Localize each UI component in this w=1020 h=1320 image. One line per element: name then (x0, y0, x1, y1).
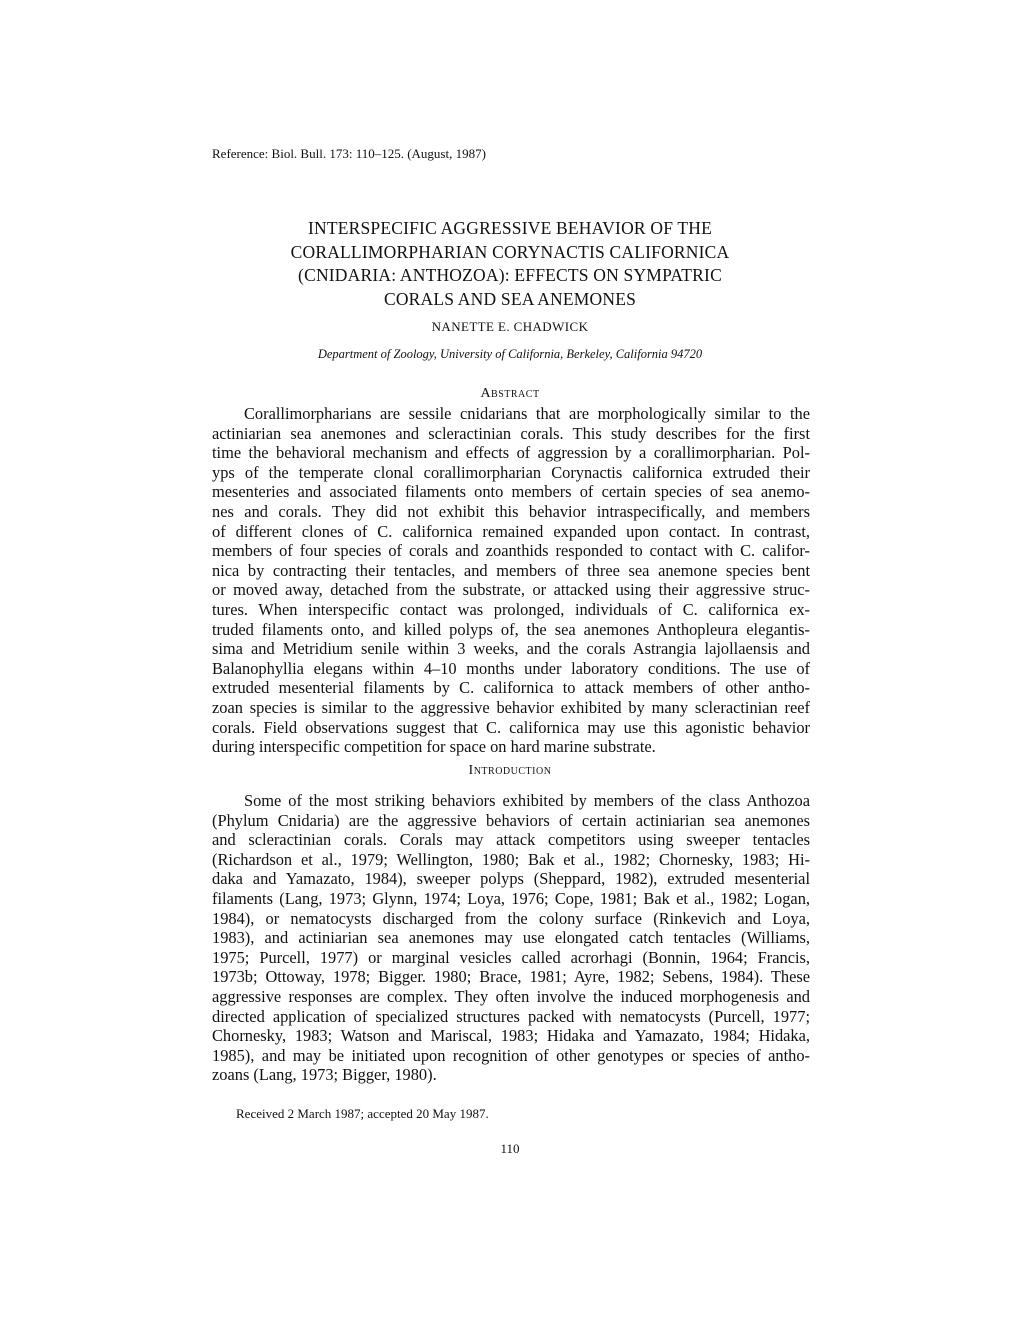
page-number: 110 (500, 1141, 520, 1156)
abstract-line: mesenteries and associated filaments onto members of certain species of sea anemo- (212, 482, 810, 502)
abstract-line: members of four species of corals and zoanthids responded to contact with C. califor- (212, 541, 810, 561)
abstract-line: sima and Metridium senile within 3 weeks, and the corals Astrangia lajollaensis and (212, 639, 810, 659)
introduction-heading: Introduction (468, 763, 552, 778)
title-line: CORALS AND SEA ANEMONES (383, 288, 637, 309)
intro-line: and scleractinian corals. Corals may attack competitors using sweeper tentacles (212, 830, 810, 850)
intro-line: 1983), and actiniarian sea anemones may use elongated catch tentacles (Williams, (212, 928, 810, 948)
introduction-body (212, 791, 810, 1085)
intro-line: 1985), and may be initiated upon recognition of other genotypes or species of antho- (212, 1045, 810, 1065)
intro-line: (Phylum Cnidaria) are the aggressive behaviors of certain actiniarian sea anemones (212, 810, 810, 830)
title-line: CORALLIMORPHARIAN CORYNACTIS CALIFORNICA (290, 241, 730, 262)
abstract-line: zoan species is similar to the aggressive behavior exhibited by many scleractinian reef (212, 697, 810, 717)
intro-line: aggressive responses are complex. They often involve the induced morphogenesis and (212, 986, 810, 1006)
received-date-footnote: Received 2 March 1987; accepted 20 May 1987. (236, 1106, 489, 1121)
intro-line: (Richardson et al., 1979; Wellington, 1980; Bak et al., 1982; Chornesky, 1983; Hi- (212, 849, 810, 869)
author-name: NANETTE E. CHADWICK (431, 319, 589, 334)
abstract-line: nes and corals. They did not exhibit this behavior intraspecifically, and members (212, 501, 810, 521)
intro-line: zoans (Lang, 1973; Bigger, 1980). (212, 1065, 437, 1085)
abstract-line: Balanophyllia elegans within 4–10 months under laboratory conditions. The use of (212, 658, 810, 678)
abstract-line: of different clones of C. californica remained expanded upon contact. In contrast, (212, 521, 810, 541)
intro-line: filaments (Lang, 1973; Glynn, 1974; Loya, 1976; Cope, 1981; Bak et al., 1982; Logan, (212, 888, 810, 908)
article-title (220, 217, 800, 311)
intro-line: Some of the most striking behaviors exhibited by members of the class Anthozoa (244, 791, 810, 810)
intro-line: directed application of specialized structures packed with nematocysts (Purcell, 1977; (212, 1006, 810, 1026)
abstract-line: time the behavioral mechanism and effects of aggression by a corallimorpharian. Pol- (212, 443, 810, 463)
intro-line: daka and Yamazato, 1984), sweeper polyps (Sheppard, 1982), extruded mesenterial (212, 869, 810, 889)
intro-line: 1984), or nematocysts discharged from the colony surface (Rinkevich and Loya, (212, 908, 810, 928)
author-affiliation: Department of Zoology, University of California, Berkeley, California 94720 (317, 347, 703, 361)
abstract-line: during interspecific competition for space on hard marine substrate. (212, 737, 656, 757)
abstract-line: truded filaments onto, and killed polyps of, the sea anemones Anthopleura elegantis- (212, 619, 810, 639)
abstract-line: extruded mesenterial filaments by C. californica to attack members of other antho- (212, 678, 810, 698)
abstract-line: tures. When interspecific contact was prolonged, individuals of C. californica ex- (212, 599, 810, 619)
abstract-line: or moved away, detached from the substrate, or attacked using their aggressive struc- (212, 580, 810, 600)
abstract-line: actiniarian sea anemones and scleractinian corals. This study describes for the first (212, 423, 810, 443)
abstract-line: nica by contracting their tentacles, and members of three sea anemone species bent (212, 560, 810, 580)
abstract-heading: Abstract (480, 386, 540, 401)
abstract-line: Corallimorpharians are sessile cnidarians that are morphologically similar to the (244, 404, 810, 423)
title-line: (CNIDARIA: ANTHOZOA): EFFECTS ON SYMPATRIC (298, 265, 722, 285)
reference-text: Reference: Biol. Bull. 173: 110–125. (August, 1987) (212, 146, 486, 161)
abstract-line: corals. Field observations suggest that C. californica may use this agonistic behavior (212, 717, 810, 737)
intro-line: Chornesky, 1983; Watson and Mariscal, 1983; Hidaka and Yamazato, 1984; Hidaka, (212, 1026, 810, 1046)
abstract-body (212, 404, 810, 757)
intro-line: 1973b; Ottoway, 1978; Bigger. 1980; Brace, 1981; Ayre, 1982; Sebens, 1984). These (212, 967, 810, 987)
intro-line: 1975; Purcell, 1977) or marginal vesicles called acrorhagi (Bonnin, 1964; Francis, (212, 947, 810, 967)
title-line: INTERSPECIFIC AGGRESSIVE BEHAVIOR OF THE (307, 218, 713, 238)
abstract-line: yps of the temperate clonal corallimorpharian Corynactis californica extruded their (212, 462, 810, 482)
reference-line (212, 146, 486, 162)
